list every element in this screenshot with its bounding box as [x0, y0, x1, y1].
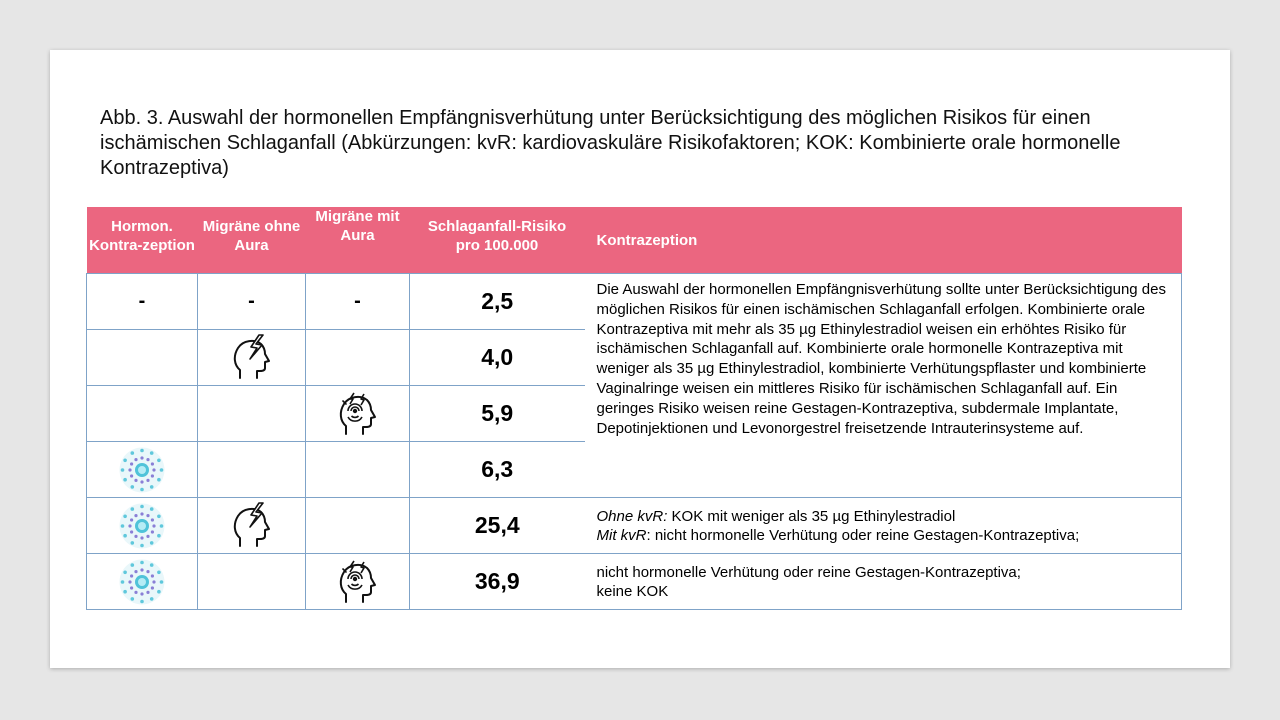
contraception-general-text: Die Auswahl der hormonellen Empfängnisverhütung sollte unter Berücksichtigung des möglichen Risikos für einen ischämischen Schlaganfall erfolgen. Kombinierte orale Kontrazeptiva mit mehr als 35 µg Ethinylestradiol weisen ein erhöhtes Risiko für ischämischen Schlaganfall auf. Kombinierte orale hormonelle Kontrazeptiva mit weniger als 35 µg Ethinylestradiol, kombinierte Verhütungspflaster und kombinierte Vaginalringe weisen ein mittleres Risiko für ischämischen Schlaganfall auf. Ein geringes Risiko weisen reine Gestagen-Kontrazeptiva, subdermale Implantate, Depotinjektionen und Levonorgestrel freisetzende Intrauterinsysteme auf. — [596, 281, 1166, 437]
header-risk-label: Schlaganfall-Risiko pro 100.000 — [427, 218, 567, 254]
table-row — [87, 554, 1182, 610]
figure-caption: Abb. 3. Auswahl der hormonellen Empfängnisverhütung unter Berücksichtigung des möglichen Risikos für einen ischämischen Schlaganfall (Abkürzungen: kvR: kardiovaskuläre Risikofaktoren; KOK: Kombinierte orale hormonelle Kontrazeptiva) — [100, 107, 1121, 179]
cell-risk — [410, 386, 585, 442]
header-migraine-aura-label: Migräne mit Aura — [315, 208, 400, 244]
head-aura-icon — [334, 558, 382, 606]
cell-hormon — [87, 330, 198, 386]
cell-risk — [410, 554, 585, 610]
cell-migraine-no-aura — [198, 330, 306, 386]
cell-migraine-no-aura — [198, 274, 306, 330]
cell-risk — [410, 274, 585, 330]
cell-hormon — [87, 274, 198, 330]
risk-value: 2,5 — [481, 288, 514, 314]
header-hormon — [87, 207, 198, 274]
head-lightning-icon — [228, 334, 276, 382]
risk-table — [86, 207, 1182, 610]
risk-value: 4,0 — [481, 344, 514, 370]
header-contraception — [585, 207, 1182, 274]
with-risk-text: : nicht hormonelle Verhütung oder reine Gestagen-Kontrazeptiva; — [646, 526, 1080, 544]
cell-migraine-no-aura — [198, 442, 306, 498]
header-migraine-aura — [306, 207, 410, 274]
cell-hormon — [87, 386, 198, 442]
risk-value: 5,9 — [481, 400, 514, 426]
cell-migraine-no-aura — [198, 498, 306, 554]
cell-risk — [410, 330, 585, 386]
cell-risk — [410, 498, 585, 554]
dash-value: - — [248, 290, 255, 312]
pill-pack-icon — [118, 446, 166, 494]
header-migraine-no-aura — [198, 207, 306, 274]
cell-risk — [410, 442, 585, 498]
risk-value: 25,4 — [474, 512, 520, 538]
cell-migraine-aura — [306, 386, 410, 442]
table-row — [87, 498, 1182, 554]
header-contraception-label: Kontrazeption — [596, 231, 698, 249]
head-lightning-icon — [228, 502, 276, 550]
cell-hormon — [87, 554, 198, 610]
cell-hormon — [87, 442, 198, 498]
cell-migraine-aura — [306, 554, 410, 610]
cell-contraception-row6 — [585, 554, 1182, 610]
slide-page — [50, 50, 1230, 668]
pill-pack-icon — [118, 558, 166, 606]
cell-hormon — [87, 498, 198, 554]
cell-contraception-row5 — [585, 498, 1182, 554]
with-risk-label: Mit kvR — [596, 526, 647, 544]
dash-value: - — [354, 290, 361, 312]
head-aura-icon — [334, 390, 382, 438]
risk-value: 6,3 — [481, 456, 514, 482]
row6-line2: keine KOK — [596, 582, 669, 600]
cell-migraine-aura — [306, 442, 410, 498]
cell-contraception-general — [585, 274, 1182, 498]
cell-migraine-no-aura — [198, 386, 306, 442]
table-row — [87, 274, 1182, 330]
cell-migraine-aura — [306, 274, 410, 330]
risk-value: 36,9 — [474, 568, 520, 594]
table-header-row — [87, 207, 1182, 274]
cell-migraine-aura — [306, 498, 410, 554]
header-hormon-label: Hormon. Kontra-zeption — [89, 218, 195, 254]
row6-line1: nicht hormonelle Verhütung oder reine Gestagen-Kontrazeptiva; — [596, 563, 1021, 581]
header-risk — [410, 207, 585, 274]
cell-migraine-no-aura — [198, 554, 306, 610]
dash-value: - — [138, 290, 146, 312]
without-risk-label: Ohne kvR: — [596, 507, 668, 525]
header-migraine-no-aura-label: Migräne ohne Aura — [202, 218, 301, 254]
without-risk-text: KOK mit weniger als 35 µg Ethinylestradiol — [667, 507, 956, 525]
pill-pack-icon — [118, 502, 166, 550]
cell-migraine-aura — [306, 330, 410, 386]
